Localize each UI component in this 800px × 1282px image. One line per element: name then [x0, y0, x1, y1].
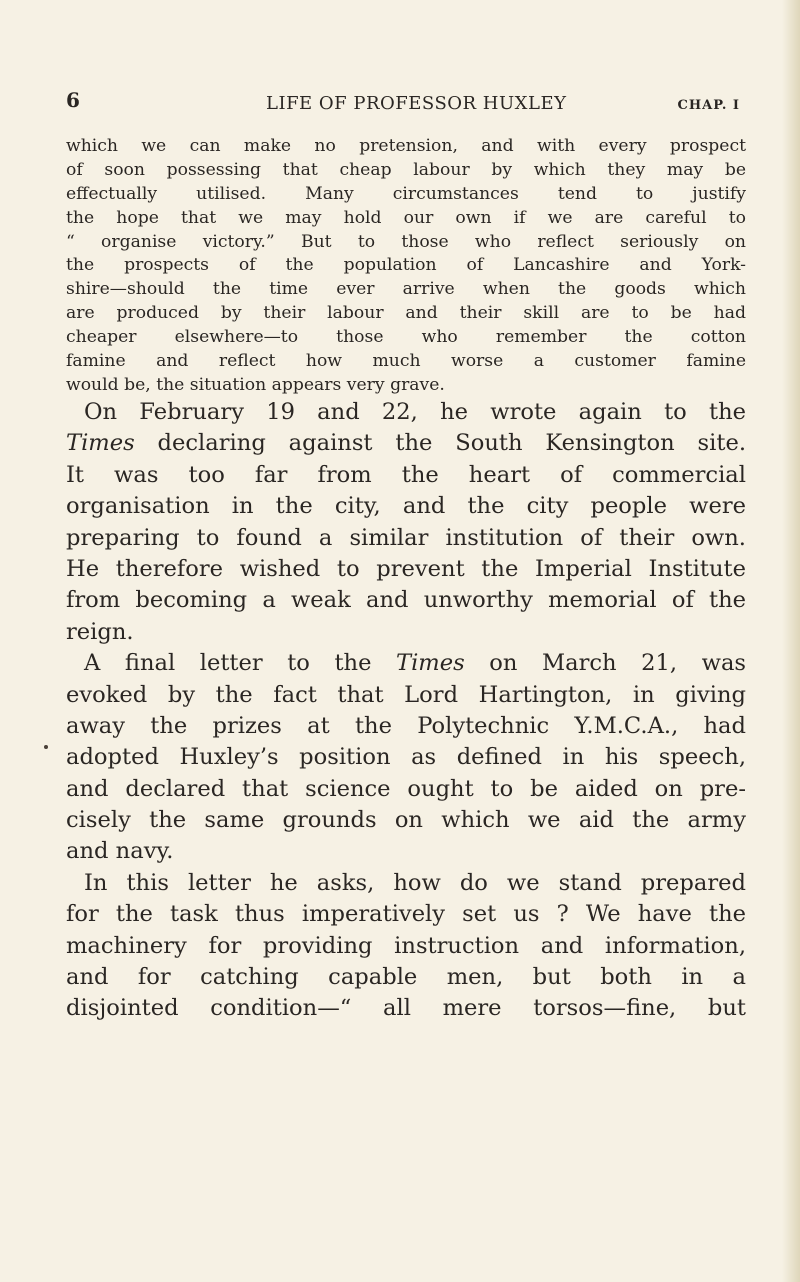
text-line: evoked by the fact that Lord Hartington, in giving [66, 681, 746, 708]
text-line: disjointed condition—“ all mere torsos—fine, but [66, 995, 746, 1022]
italic-title: Times [396, 650, 465, 677]
text-line: reign. [66, 618, 134, 645]
body-text [66, 397, 746, 1025]
text-line: the hope that we may hold our own if we are careful to [66, 207, 746, 228]
running-head [66, 88, 746, 118]
text-line: In this letter he asks, how do we stand prepared [84, 869, 746, 896]
text-line: the prospects of the population of Lancashire and York- [66, 255, 746, 276]
chapter-label: CHAP. I [677, 98, 740, 113]
text-line: effectually utilised. Many circumstances tend to justify [66, 183, 746, 204]
text-line: would be, the situation appears very grave. [66, 374, 445, 395]
ink-speck [44, 745, 48, 749]
text-line: cheaper elsewhere—to those who remember the cotton [66, 327, 746, 348]
italic-title: Times [66, 430, 135, 457]
text-line: On February 19 and 22, he wrote again to the [84, 399, 746, 425]
text-line: shire—should the time ever arrive when the goods which [66, 279, 746, 300]
text-line: and navy. [66, 838, 174, 865]
text-line: famine and reflect how much worse a customer famine [66, 351, 746, 372]
text-line: and declared that science ought to be aided on pre- [66, 775, 746, 802]
text-line: of soon possessing that cheap labour by which they may be [66, 159, 746, 180]
text-line [66, 648, 746, 679]
text-segment: A final letter to the [84, 650, 397, 677]
text-line: for the task thus imperatively set us ? We have the [66, 901, 746, 928]
page-number: 6 [66, 88, 80, 112]
text-line: and for catching capable men, but both in a [66, 964, 746, 991]
text-line: It was too far from the heart of commercial [66, 461, 746, 488]
paragraph-quoted-letter [66, 135, 746, 398]
text-segment: on March 21, was [464, 650, 747, 677]
text-line: organisation in the city, and the city people were [66, 493, 746, 520]
text-line: cisely the same grounds on which we aid the army [66, 807, 746, 834]
text-line: away the prizes at the Polytechnic Y.M.C.A., had [66, 712, 746, 739]
text-line: “ organise victory.” But to those who reflect seriously on [66, 231, 746, 252]
text-segment: declaring against the South Kensington site. [134, 430, 746, 457]
text-line: He therefore wished to prevent the Imperial Institute [66, 555, 746, 582]
text-line: adopted Huxley’s position as defined in his speech, [66, 744, 746, 771]
text-line: which we can make no pretension, and with every prospect [66, 136, 746, 156]
running-title: LIFE OF PROFESSOR HUXLEY [266, 93, 567, 114]
text-line [66, 428, 746, 459]
text-line: from becoming a weak and unworthy memorial of the [66, 587, 746, 614]
text-line: are produced by their labour and their skill are to be had [66, 303, 746, 324]
text-line: preparing to found a similar institution of their own. [66, 524, 746, 551]
page-edge-shadow [782, 0, 800, 1282]
text-line: machinery for providing instruction and information, [66, 932, 746, 959]
